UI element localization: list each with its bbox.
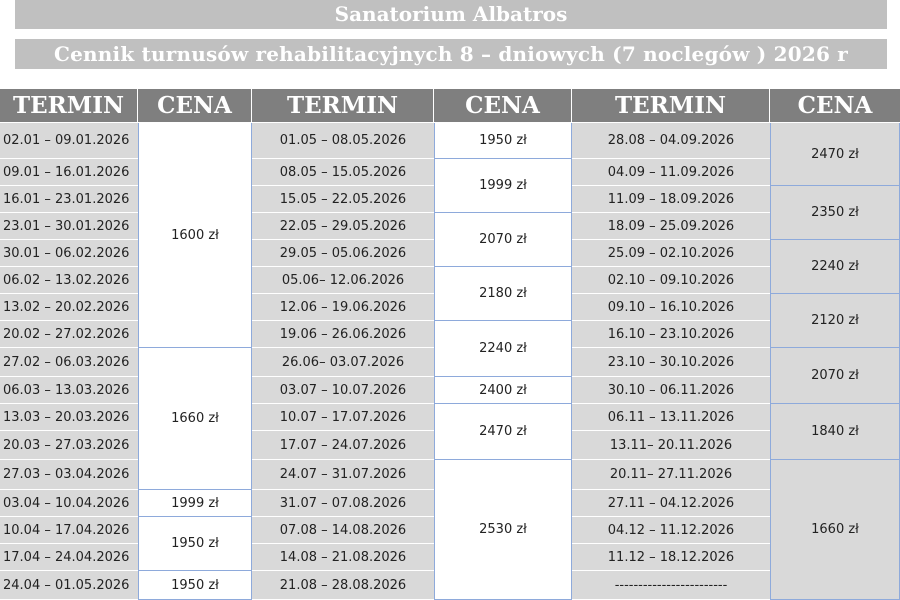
date-cell: 29.05 – 05.06.2026: [252, 240, 434, 267]
date-cell: 27.02 – 06.03.2026: [0, 348, 138, 377]
date-cell: 27.11 – 04.12.2026: [572, 490, 770, 517]
price-cell: 2470 zł: [434, 404, 572, 460]
price-cell: 2530 zł: [434, 460, 572, 600]
date-cell: ------------------------: [572, 571, 770, 600]
date-cell: 26.06– 03.07.2026: [252, 348, 434, 377]
date-cell: 16.10 – 23.10.2026: [572, 321, 770, 348]
price-cell: 1999 zł: [138, 490, 252, 517]
date-cell: 08.05 – 15.05.2026: [252, 159, 434, 186]
price-cell: 1840 zł: [770, 404, 900, 460]
date-cell: 03.04 – 10.04.2026: [0, 490, 138, 517]
date-cell: 18.09 – 25.09.2026: [572, 213, 770, 240]
date-cell: 06.11 – 13.11.2026: [572, 404, 770, 431]
price-cell: 1950 zł: [138, 517, 252, 571]
price-cell: 2350 zł: [770, 186, 900, 240]
date-cell: 13.03 – 20.03.2026: [0, 404, 138, 431]
header-cena-3: CENA: [770, 89, 900, 122]
header-termin-2: TERMIN: [252, 89, 434, 122]
date-cell: 15.05 – 22.05.2026: [252, 186, 434, 213]
date-cell: 28.08 – 04.09.2026: [572, 123, 770, 159]
price-cell: 2400 zł: [434, 377, 572, 404]
date-cell: 22.05 – 29.05.2026: [252, 213, 434, 240]
date-cell: 17.04 – 24.04.2026: [0, 544, 138, 571]
date-cell: 10.07 – 17.07.2026: [252, 404, 434, 431]
date-cell: 30.01 – 06.02.2026: [0, 240, 138, 267]
date-cell: 11.12 – 18.12.2026: [572, 544, 770, 571]
date-cell: 02.10 – 09.10.2026: [572, 267, 770, 294]
header-termin-3: TERMIN: [572, 89, 770, 122]
date-cell: 10.04 – 17.04.2026: [0, 517, 138, 544]
price-cell: 1950 zł: [434, 123, 572, 159]
header-termin-1: TERMIN: [0, 89, 138, 122]
date-cell: 20.02 – 27.02.2026: [0, 321, 138, 348]
date-cell: 06.02 – 13.02.2026: [0, 267, 138, 294]
date-cell: 06.03 – 13.03.2026: [0, 377, 138, 404]
date-cell: 24.07 – 31.07.2026: [252, 460, 434, 490]
date-cell: 16.01 – 23.01.2026: [0, 186, 138, 213]
price-cell: 2240 zł: [434, 321, 572, 377]
date-cell: 07.08 – 14.08.2026: [252, 517, 434, 544]
date-cell: 30.10 – 06.11.2026: [572, 377, 770, 404]
header-cena-1: CENA: [138, 89, 252, 122]
date-cell: 12.06 – 19.06.2026: [252, 294, 434, 321]
price-cell: 2120 zł: [770, 294, 900, 348]
date-cell: 13.02 – 20.02.2026: [0, 294, 138, 321]
price-cell: 1950 zł: [138, 571, 252, 600]
page-subtitle: Cennik turnusów rehabilitacyjnych 8 – dniowych (7 noclegów ) 2026 r: [15, 39, 887, 69]
date-cell: 27.03 – 03.04.2026: [0, 460, 138, 490]
price-cell: 1660 zł: [770, 460, 900, 600]
price-cell: 2070 zł: [770, 348, 900, 404]
date-cell: 13.11– 20.11.2026: [572, 431, 770, 460]
date-cell: 01.05 – 08.05.2026: [252, 123, 434, 159]
date-cell: 05.06– 12.06.2026: [252, 267, 434, 294]
date-cell: 24.04 – 01.05.2026: [0, 571, 138, 600]
price-cell: 2240 zł: [770, 240, 900, 294]
date-cell: 19.06 – 26.06.2026: [252, 321, 434, 348]
date-cell: 14.08 – 21.08.2026: [252, 544, 434, 571]
page-title: Sanatorium Albatros: [15, 0, 887, 29]
date-cell: 09.10 – 16.10.2026: [572, 294, 770, 321]
price-cell: 1660 zł: [138, 348, 252, 490]
price-cell: 2180 zł: [434, 267, 572, 321]
price-cell: 1600 zł: [138, 123, 252, 348]
date-cell: 03.07 – 10.07.2026: [252, 377, 434, 404]
date-cell: 04.09 – 11.09.2026: [572, 159, 770, 186]
date-cell: 02.01 – 09.01.2026: [0, 123, 138, 159]
date-cell: 11.09 – 18.09.2026: [572, 186, 770, 213]
price-cell: 2070 zł: [434, 213, 572, 267]
header-cena-2: CENA: [434, 89, 572, 122]
date-cell: 20.11– 27.11.2026: [572, 460, 770, 490]
date-cell: 17.07 – 24.07.2026: [252, 431, 434, 460]
price-cell: 2470 zł: [770, 123, 900, 186]
price-cell: 1999 zł: [434, 159, 572, 213]
date-cell: 23.10 – 30.10.2026: [572, 348, 770, 377]
date-cell: 25.09 – 02.10.2026: [572, 240, 770, 267]
date-cell: 04.12 – 11.12.2026: [572, 517, 770, 544]
date-cell: 09.01 – 16.01.2026: [0, 159, 138, 186]
date-cell: 31.07 – 07.08.2026: [252, 490, 434, 517]
date-cell: 20.03 – 27.03.2026: [0, 431, 138, 460]
date-cell: 23.01 – 30.01.2026: [0, 213, 138, 240]
date-cell: 21.08 – 28.08.2026: [252, 571, 434, 600]
